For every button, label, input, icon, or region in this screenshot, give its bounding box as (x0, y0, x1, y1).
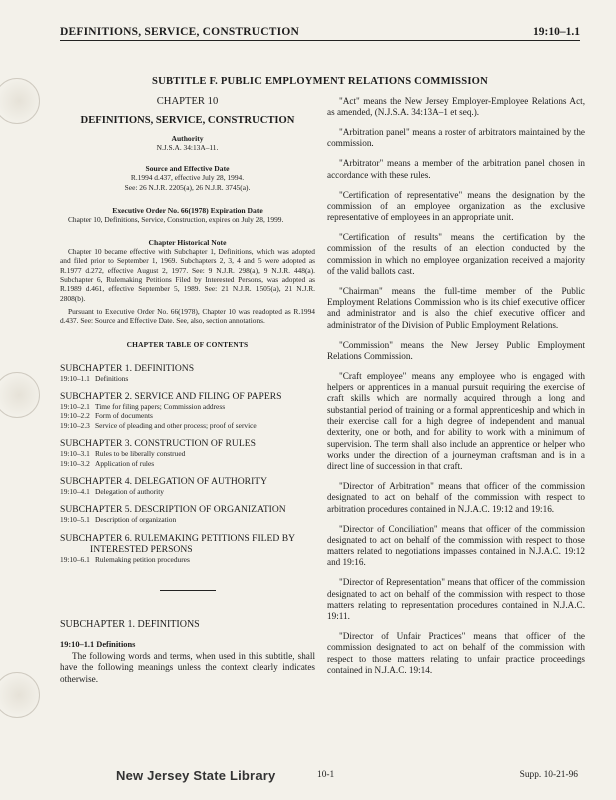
running-header-section: 19:10–1.1 (533, 26, 580, 38)
historical-note-text-1: Chapter 10 became effective with Subchapter 1, Definitions, which was adopted and filed prior to September 1, 1969. Subchapters 2, 3, 4 and 5 were adopted as R.1977 d.272, effective August 2, 1977. See: 9 N.J.R. 298(a), 9 N.J.R. 448(a). Subchapter 6, Rulemaking Petitions Filed by Interested Persons, was adopted as R.1989 d.461, effective September 5, 1989. See: 21 N.J.R. 1505(a), 21 N.J.R. 2808(b). (60, 247, 315, 303)
definition-director-of-conciliation: "Director of Conciliation" means that officer of the commission designated to act on behalf of the commission with respect to those matters related to negotiations impasses contained in N.J.A.C. 19:12 and 19:16. (327, 523, 585, 568)
authority-text: N.J.S.A. 34:13A–11. (156, 143, 219, 152)
page-number: 10-1 (317, 770, 335, 780)
definition-director-of-unfair-practices: "Director of Unfair Practices" means that officer of the commission designated to act on behalf of the commission with respect to those matters relating to unfair practice proceedings contained in N.J.A.C. 19:14. (327, 631, 585, 675)
definition-certification-of-representative: "Certification of representative" means the designation by the commission of an employee organization as the exclusive representative of employees in an appropriate unit. (327, 189, 585, 223)
toc-section: 19:10–2.3 Service of pleading and other process; proof of service (60, 420, 257, 430)
historical-note-text-2: Pursuant to Executive Order No. 66(1978), Chapter 10 was readopted as R.1994 d.437. See: Source and Effective Date. See, also, section annotations. (60, 306, 315, 326)
toc-section: 19:10–3.2 Application of rules (60, 458, 155, 468)
executive-order-text: Chapter 10, Definitions, Service, Construction, expires on July 28, 1999. (68, 214, 284, 224)
running-header-title: DEFINITIONS, SERVICE, CONSTRUCTION (60, 26, 300, 38)
historical-note-heading: Chapter Historical Note (148, 238, 227, 248)
toc-subchapter-4: SUBCHAPTER 4. DELEGATION OF AUTHORITY (60, 476, 268, 487)
toc-section: 19:10–3.1 Rules to be liberally construed (60, 449, 186, 459)
toc-title: CHAPTER TABLE OF CONTENTS (126, 339, 249, 349)
table-of-contents (60, 363, 315, 565)
definition-craft-employee: "Craft employee" means any employee who is engaged with helpers or apprentices in a manual pursuit requiring the exercise of craft skills which are normally acquired through a long and substantial period of training or a formal apprenticeship and which in their exercise call for a high degree of independent and manual dexterity, one or both, and for ability to work with a minimum of supervision. The term shall also include an apprentice or helper who works under the direction of a journeyman craftsman and is in a direct line of succession in that craft. (327, 370, 585, 472)
toc-section: 19:10–1.1 Definitions (60, 373, 129, 383)
definition-certification-of-results: "Certification of results" means the certification by the commission of the results of an election conducted by the commission in which no employee organization received a majority of the valid ballots cast. (327, 232, 585, 276)
source-text-2: See: 26 N.J.R. 2205(a), 26 N.J.R. 3745(a). (124, 182, 251, 192)
definition-act: "Act" means the New Jersey Employer-Employee Relations Act, as amended, (N.J.S.A. 34:13A–1 et seq.). (327, 96, 585, 118)
toc-subchapter-6 (60, 533, 315, 555)
toc-section: 19:10–6.1 Rulemaking petition procedures (60, 554, 190, 564)
authority-heading: Authority (171, 134, 204, 143)
source-heading: Source and Effective Date (145, 164, 230, 174)
supplement-date: Supp. 10-21-96 (519, 770, 578, 780)
definition-chairman: "Chairman" means the full-time member of the Public Employment Relations Commission who is its chief executive officer and administrator and is also the chief executive officer and administrator of the Division of Public Employment Relations. (327, 285, 585, 330)
toc-section: 19:10–2.2 Form of documents (60, 411, 153, 421)
right-column (327, 96, 585, 685)
punch-hole-middle (0, 372, 40, 418)
toc-subchapter-6-line2: INTERESTED PERSONS (90, 543, 193, 555)
definitions-intro: The following words and terms, when used in this subtitle, shall have the following meanings unless the context clearly indicates otherwise. (60, 651, 315, 684)
definition-director-of-arbitration: "Director of Arbitration" means that officer of the commission designated to act on behalf of the commission with respect to arbitration procedures contained in N.J.A.C. 19:12 and 19:16. (327, 481, 585, 514)
punch-hole-bottom (0, 672, 40, 718)
subtitle-heading: SUBTITLE F. PUBLIC EMPLOYMENT RELATIONS COMMISSION (152, 76, 488, 87)
definition-director-of-representation: "Director of Representation" means that officer of the commission designated to act on behalf of the commission with respect to those matters relating to representation procedures contained in N.J.A.C. 19:11. (327, 577, 585, 622)
source-text-1: R.1994 d.437, effective July 28, 1994. (130, 173, 245, 183)
toc-section: 19:10–5.1 Description of organization (60, 515, 177, 525)
toc-subchapter-6-line1: SUBCHAPTER 6. RULEMAKING PETITIONS FILED BY (60, 532, 296, 544)
chapter-name: DEFINITIONS, SERVICE, CONSTRUCTION (80, 115, 295, 126)
library-stamp: New Jersey State Library (116, 768, 276, 783)
divider-rule (160, 590, 216, 591)
definition-commission: "Commission" means the New Jersey Public Employment Relations Commission. (327, 339, 585, 361)
executive-order-heading: Executive Order No. 66(1978) Expiration Date (112, 205, 263, 215)
page-footer (0, 768, 616, 788)
toc-section: 19:10–4.1 Delegation of authority (60, 487, 164, 496)
subchapter-1-title: SUBCHAPTER 1. DEFINITIONS (60, 619, 200, 631)
toc-subchapter-1: SUBCHAPTER 1. DEFINITIONS (60, 362, 195, 374)
left-column (60, 96, 315, 685)
running-header (60, 26, 580, 41)
toc-section: 19:10–2.1 Time for filing papers; Commission address (60, 401, 226, 411)
toc-subchapter-5: SUBCHAPTER 5. DESCRIPTION OF ORGANIZATION (60, 504, 286, 516)
punch-hole-top (0, 78, 40, 124)
definition-arbitration-panel: "Arbitration panel" means a roster of arbitrators maintained by the commission. (327, 127, 585, 149)
toc-subchapter-2: SUBCHAPTER 2. SERVICE AND FILING OF PAPERS (60, 390, 282, 402)
definitions-section-heading: 19:10–1.1 Definitions (60, 640, 136, 650)
definition-arbitrator: "Arbitrator" means a member of the arbitration panel chosen in accordance with these rules. (327, 158, 585, 180)
chapter-number: CHAPTER 10 (156, 96, 219, 107)
toc-subchapter-3: SUBCHAPTER 3. CONSTRUCTION OF RULES (60, 438, 256, 450)
